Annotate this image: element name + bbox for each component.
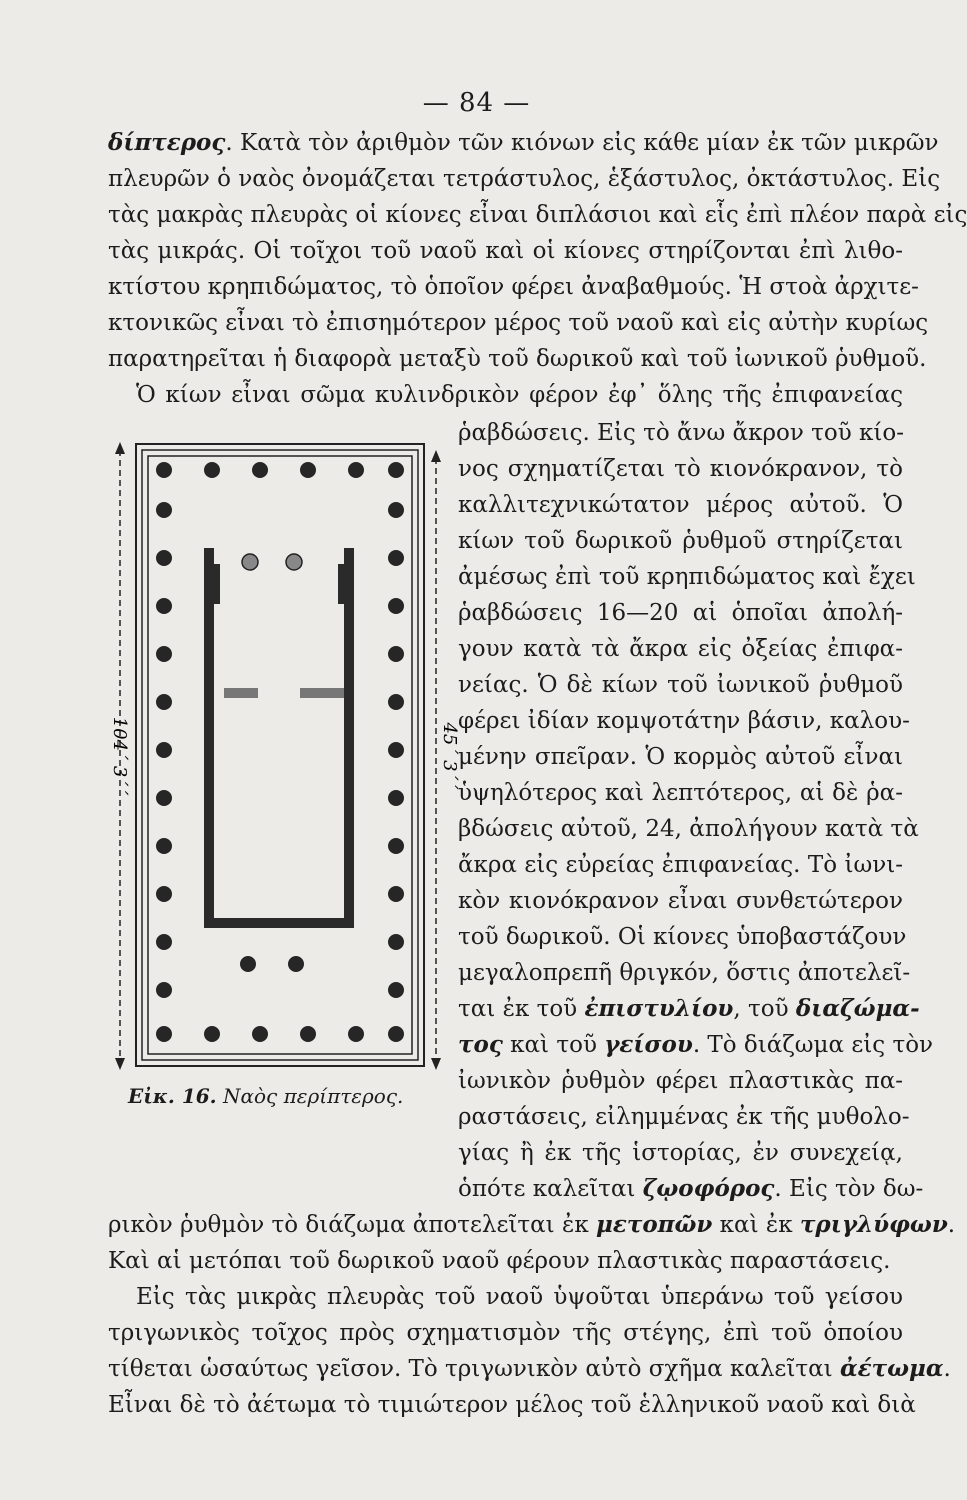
line-text: πλευρῶν ὁ ναὸς ὀνομάζεται τετράστυλος, ἑξάστυλος, ὀκτάστυλος. Εἰς — [108, 166, 941, 192]
column — [156, 550, 172, 566]
line-text: Εἰς τὰς μικρὰς πλευρὰς τοῦ ναοῦ ὑψοῦται ὑπεράνω τοῦ γείσου — [136, 1284, 903, 1310]
column — [388, 694, 404, 710]
column — [252, 462, 268, 478]
text-line — [108, 344, 927, 374]
line-text: ῥαβδώσεις. Εἰς τὸ ἄνω ἄκρον τοῦ κίο- — [458, 420, 904, 446]
column — [388, 502, 404, 518]
dimension-label-short: 45΄ 3΄΄ — [439, 722, 460, 790]
line-text: Καὶ αἱ μετόπαι τοῦ δωρικοῦ ναοῦ φέρουν πλαστικὰς παραστάσεις. — [108, 1248, 891, 1274]
column — [156, 462, 172, 478]
text-line — [458, 1174, 924, 1204]
line-text: νείας. Ὁ δὲ κίων τοῦ ἰωνικοῦ ῥυθμοῦ — [458, 672, 903, 698]
line-text: Ὁ κίων εἶναι σῶμα κυλινδρικὸν φέρον ἐφ᾽ ὅλης τῆς ἐπιφανείας — [136, 382, 903, 408]
column — [286, 554, 302, 570]
term-diazomatos-end: τος — [458, 1031, 503, 1058]
line-text: παρατηρεῖται ἡ διαφορὰ μεταξὺ τοῦ δωρικοῦ καὶ τοῦ ἰωνικοῦ ῥυθμοῦ. — [108, 346, 927, 372]
text-line — [458, 598, 903, 628]
text-line — [458, 886, 903, 916]
column — [156, 982, 172, 998]
cella-wall-right — [344, 548, 354, 928]
krepidoma-step — [142, 450, 418, 1060]
pronaos-wall-right — [300, 688, 344, 698]
text-line — [458, 994, 920, 1024]
text-line — [458, 922, 907, 952]
line-text: τὰς μικράς. Οἱ τοῖχοι τοῦ ναοῦ καὶ οἱ κίονες στηρίζονται ἐπὶ λιθο- — [108, 238, 903, 264]
line-text: κὸν κιονόκρανον εἶναι συνθετώτερον — [458, 888, 903, 914]
text-line — [108, 272, 919, 302]
column — [156, 790, 172, 806]
line-text: μένην σπεῖραν. Ὁ κορμὸς αὐτοῦ εἶναι — [458, 744, 903, 770]
line-text: ὁπότε καλεῖται — [458, 1176, 643, 1202]
term-epistylion: ἐπιστυλίου — [584, 995, 734, 1022]
text-line — [458, 1138, 903, 1168]
arrow-up-icon — [431, 450, 441, 462]
cella-walls — [204, 548, 354, 928]
line-text: ἀμέσως ἐπὶ τοῦ κρηπιδώματος καὶ ἔχει — [458, 564, 916, 590]
text-line — [108, 1390, 916, 1420]
line-text: βδώσεις αὐτοῦ, 24, ἀπολήγουν κατὰ τὰ — [458, 816, 919, 842]
text-line — [458, 1030, 934, 1060]
line-text: κίων τοῦ δωρικοῦ ῥυθμοῦ στηρίζεται — [458, 528, 903, 554]
column — [156, 934, 172, 950]
text-line — [458, 562, 916, 592]
term-zoophoros: ζῳοφόρος — [642, 1175, 775, 1202]
text-line — [458, 1066, 903, 1096]
column — [388, 838, 404, 854]
pronaos-wall-left — [224, 688, 258, 698]
line-text: . Κατὰ τὸν ἀριθμὸν τῶν κιόνων εἰς κάθε μίαν ἐκ τῶν μικρῶν — [225, 130, 939, 156]
text-line — [108, 380, 903, 410]
text-line — [458, 958, 911, 988]
column — [156, 598, 172, 614]
krepidoma-outline — [136, 444, 424, 1066]
arrow-up-icon — [115, 442, 125, 454]
text-line — [458, 490, 903, 520]
text-line — [108, 236, 903, 266]
term-diazoma: διαζώμα- — [795, 995, 920, 1022]
text-line — [458, 706, 910, 736]
column — [156, 502, 172, 518]
line-text: . Εἰς τὸν δω- — [774, 1176, 924, 1202]
text-line — [108, 1282, 903, 1312]
line-text: νος σχηματίζεται τὸ κιονόκρανον, τὸ — [458, 456, 903, 482]
line-text: ῥαβδώσεις 16—20 αἱ ὁποῖαι ἀπολή- — [458, 600, 903, 626]
column — [204, 1026, 220, 1042]
text-line — [108, 128, 939, 158]
line-text: ὑψηλότερος καὶ λεπτότερος, αἱ δὲ ῥα- — [458, 780, 903, 806]
column — [156, 1026, 172, 1042]
column — [156, 838, 172, 854]
column — [240, 956, 256, 972]
text-line — [458, 742, 903, 772]
column — [388, 550, 404, 566]
text-line — [458, 454, 903, 484]
column — [156, 742, 172, 758]
column — [348, 1026, 364, 1042]
text-line — [108, 308, 929, 338]
line-text: καὶ τοῦ — [502, 1032, 605, 1058]
line-text: γίας ἢ ἐκ τῆς ἱστορίας, ἐν συνεχείᾳ, — [458, 1140, 903, 1166]
column — [252, 1026, 268, 1042]
term-aetoma: ἀέτωμα — [839, 1355, 944, 1382]
column — [388, 886, 404, 902]
text-line — [108, 1246, 903, 1276]
text-line — [108, 200, 967, 230]
column — [242, 554, 258, 570]
line-text: μεγαλοπρεπῆ θριγκόν, ὅστις ἀποτελεῖ- — [458, 960, 911, 986]
column — [156, 646, 172, 662]
line-text: τὰς μακρὰς πλευρὰς οἱ κίονες εἶναι διπλάσιοι καὶ εἷς ἐπὶ πλέον παρὰ εἰς — [108, 202, 967, 228]
line-text: τίθεται ὡσαύτως γεῖσον. Τὸ τριγωνικὸν αὐτὸ σχῆμα καλεῖται — [108, 1356, 840, 1382]
text-line — [458, 1102, 910, 1132]
cella-wall-left — [204, 548, 214, 928]
text-line — [458, 634, 903, 664]
line-text: ἄκρα εἰς εὐρείας ἐπιφανείας. Τὸ ἰωνι- — [458, 852, 903, 878]
column — [156, 694, 172, 710]
text-line — [458, 670, 903, 700]
caption-label: Εἰκ. 16. — [128, 1084, 217, 1108]
term-dipteros: δίπτερος — [108, 129, 226, 156]
line-text: καλλιτεχνικώτατον μέρος αὐτοῦ. Ὁ — [458, 492, 903, 518]
figure-caption — [128, 1084, 428, 1108]
anta-right — [338, 564, 344, 604]
arrow-down-icon — [431, 1058, 441, 1070]
column — [204, 462, 220, 478]
column — [388, 982, 404, 998]
peristyle-columns — [156, 462, 404, 1042]
column — [388, 742, 404, 758]
page-number: — 84 — — [422, 88, 531, 118]
term-geison: γείσου — [604, 1031, 693, 1058]
caption-text: Ναὸς περίπτερος. — [223, 1084, 404, 1108]
text-line — [458, 778, 903, 808]
text-line — [108, 164, 941, 194]
term-triglyphon: τριγλύφων — [799, 1211, 948, 1238]
cella-wall-back — [204, 918, 354, 928]
column — [388, 462, 404, 478]
text-line — [108, 1318, 903, 1348]
column — [288, 956, 304, 972]
text-line — [458, 850, 903, 880]
dimension-label-long: 104΄ 3΄΄ — [109, 716, 130, 796]
column — [348, 462, 364, 478]
line-text: καὶ ἐκ — [712, 1212, 800, 1238]
line-text: γουν κατὰ τὰ ἄκρα εἰς ὀξείας ἐπιφα- — [458, 636, 903, 662]
line-text: τοῦ δωρικοῦ. Οἱ κίονες ὑποβαστάζουν — [458, 924, 907, 950]
column — [388, 598, 404, 614]
line-text: . — [943, 1356, 951, 1382]
line-text: κτίστου κρηπιδώματος, τὸ ὁποῖον φέρει ἀναβαθμούς. Ἡ στοὰ ἀρχιτε- — [108, 274, 919, 300]
line-text: ρικὸν ῥυθμὸν τὸ διάζωμα ἀποτελεῖται ἐκ — [108, 1212, 597, 1238]
text-line — [458, 418, 903, 448]
term-metopon: μετοπῶν — [596, 1211, 713, 1238]
column — [388, 1026, 404, 1042]
column — [300, 1026, 316, 1042]
line-text: ραστάσεις, εἰλημμένας ἐκ τῆς μυθολο- — [458, 1104, 910, 1130]
anta-left — [214, 564, 220, 604]
temple-plan-figure — [100, 436, 460, 1076]
column — [388, 646, 404, 662]
line-text: τριγωνικὸς τοῖχος πρὸς σχηματισμὸν τῆς στέγης, ἐπὶ τοῦ ὁποίου — [108, 1320, 903, 1346]
line-text: φέρει ἰδίαν κομψοτάτην βάσιν, καλου- — [458, 708, 910, 734]
line-text: . Τὸ διάζωμα εἰς τὸν — [692, 1032, 934, 1058]
line-text: , τοῦ — [733, 996, 796, 1022]
text-line — [458, 814, 919, 844]
column — [388, 790, 404, 806]
column — [300, 462, 316, 478]
text-line — [108, 1210, 956, 1240]
arrow-down-icon — [115, 1058, 125, 1070]
text-line — [458, 526, 903, 556]
stylobate-outline — [148, 456, 412, 1054]
line-text: . — [947, 1212, 956, 1238]
line-text: ἰωνικὸν ῥυθμὸν φέρει πλαστικὰς πα- — [458, 1068, 903, 1094]
line-text: Εἶναι δὲ τὸ ἀέτωμα τὸ τιμιώτερον μέλος τοῦ ἑλληνικοῦ ναοῦ καὶ διὰ — [108, 1392, 916, 1418]
column — [156, 886, 172, 902]
column — [388, 934, 404, 950]
line-text: κτονικῶς εἶναι τὸ ἐπισημότερον μέρος τοῦ ναοῦ καὶ εἰς αὐτὴν κυρίως — [108, 310, 929, 336]
text-line — [108, 1354, 951, 1384]
line-text: ται ἐκ τοῦ — [458, 996, 585, 1022]
